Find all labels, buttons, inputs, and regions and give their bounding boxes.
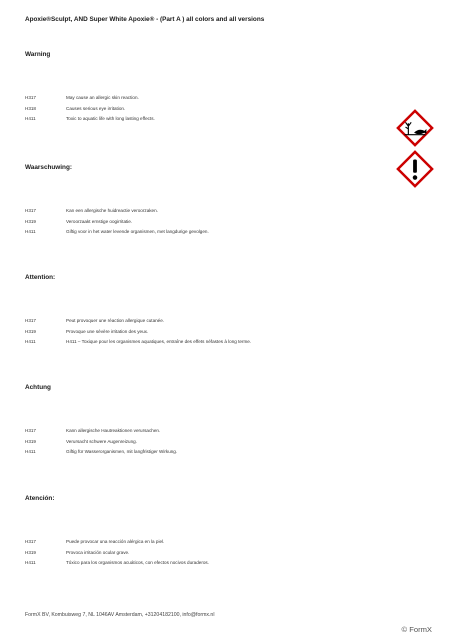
hazard-section-es bbox=[25, 495, 425, 565]
statement-text: H411 – Toxique pour les organismes aquatiques, entraîne des effets néfastes à long terme. bbox=[66, 339, 252, 344]
statement-text: Giftig voor in het water levende organismen, met langdurige gevolgen. bbox=[66, 229, 209, 234]
statement-row bbox=[25, 93, 425, 104]
statement-list bbox=[25, 93, 425, 125]
statement-code: H318 bbox=[25, 105, 36, 111]
statement-code: H317 bbox=[25, 95, 36, 100]
environment-hazard-icon bbox=[396, 109, 434, 147]
document-title: Apoxie®Sculpt, AND Super White Apoxie® - (Part A ) all colors and all versions bbox=[25, 16, 265, 23]
hazard-section-fr bbox=[25, 274, 425, 344]
statement-row bbox=[25, 558, 425, 569]
hazard-section-nl bbox=[25, 164, 425, 234]
statement-text: Giftig für Wasserorganismen, mit langfristiger Wirkung. bbox=[66, 449, 178, 454]
statement-code: H319 bbox=[25, 549, 36, 555]
statement-code: H411 bbox=[25, 116, 36, 121]
statement-list bbox=[25, 537, 425, 569]
statement-row bbox=[25, 437, 425, 448]
statement-code: H317 bbox=[25, 318, 36, 323]
statement-row bbox=[25, 447, 425, 458]
statement-text: Kann allergische Hautreaktionen verursachen. bbox=[66, 428, 161, 433]
section-heading: Attention: bbox=[25, 274, 56, 281]
statement-code: H411 bbox=[25, 339, 36, 344]
statement-list bbox=[25, 206, 425, 238]
exclamation-mark-icon bbox=[396, 150, 434, 188]
statement-code: H411 bbox=[25, 229, 36, 234]
statement-text: Provoca irritación ocular grave. bbox=[66, 549, 130, 555]
statement-row bbox=[25, 537, 425, 548]
statement-code: H319 bbox=[25, 438, 36, 444]
section-heading: Achtung bbox=[25, 384, 51, 391]
statement-text: Kan een allergische huidreactie veroorzaken. bbox=[66, 208, 158, 213]
statement-row bbox=[25, 206, 425, 217]
section-heading: Atención: bbox=[25, 495, 55, 502]
statement-text: Tóxico para los organismos acuáticos, con efectos nocivos duraderos. bbox=[66, 560, 209, 565]
statement-code: H319 bbox=[25, 328, 36, 334]
statement-text: Causes serious eye irritation. bbox=[66, 105, 126, 111]
statement-text: Peut provoquer une réaction allergique cutanée. bbox=[66, 318, 165, 323]
statement-code: H317 bbox=[25, 428, 36, 433]
statement-text: May cause an allergic skin reaction. bbox=[66, 95, 139, 100]
statement-code: H317 bbox=[25, 539, 36, 544]
statement-row bbox=[25, 337, 425, 348]
statement-list bbox=[25, 316, 425, 348]
section-heading: Waarschuwing: bbox=[25, 164, 72, 171]
statement-row bbox=[25, 227, 425, 238]
statement-row bbox=[25, 114, 425, 125]
statement-code: H411 bbox=[25, 449, 36, 454]
statement-code: H317 bbox=[25, 208, 36, 213]
footer-address: FormX BV, Kombuisweg 7, NL 1046AV Amsterdam, +31204182100, info@formx.nl bbox=[25, 612, 215, 618]
statement-code: H319 bbox=[25, 218, 36, 224]
hazard-section-de bbox=[25, 384, 425, 454]
statement-list bbox=[25, 426, 425, 458]
statement-row bbox=[25, 217, 425, 228]
statement-row bbox=[25, 104, 425, 115]
statement-row bbox=[25, 316, 425, 327]
statement-row bbox=[25, 327, 425, 338]
statement-text: Puede provocar una reacción alérgica en la piel. bbox=[66, 539, 165, 544]
statement-row bbox=[25, 548, 425, 559]
statement-text: Provoque une sévère irritation des yeux. bbox=[66, 328, 149, 334]
statement-code: H411 bbox=[25, 560, 36, 565]
formx-logo: © FormX bbox=[401, 625, 432, 634]
statement-text: Verursacht schwere Augenreizung. bbox=[66, 438, 137, 444]
ghs-pictograms bbox=[396, 109, 434, 191]
hazard-section-en bbox=[25, 51, 425, 121]
statement-row bbox=[25, 426, 425, 437]
statement-text: Veroorzaakt ernstige oogirritatie. bbox=[66, 218, 133, 224]
section-heading: Warning bbox=[25, 51, 51, 58]
statement-text: Toxic to aquatic life with long lasting effects. bbox=[66, 116, 155, 121]
